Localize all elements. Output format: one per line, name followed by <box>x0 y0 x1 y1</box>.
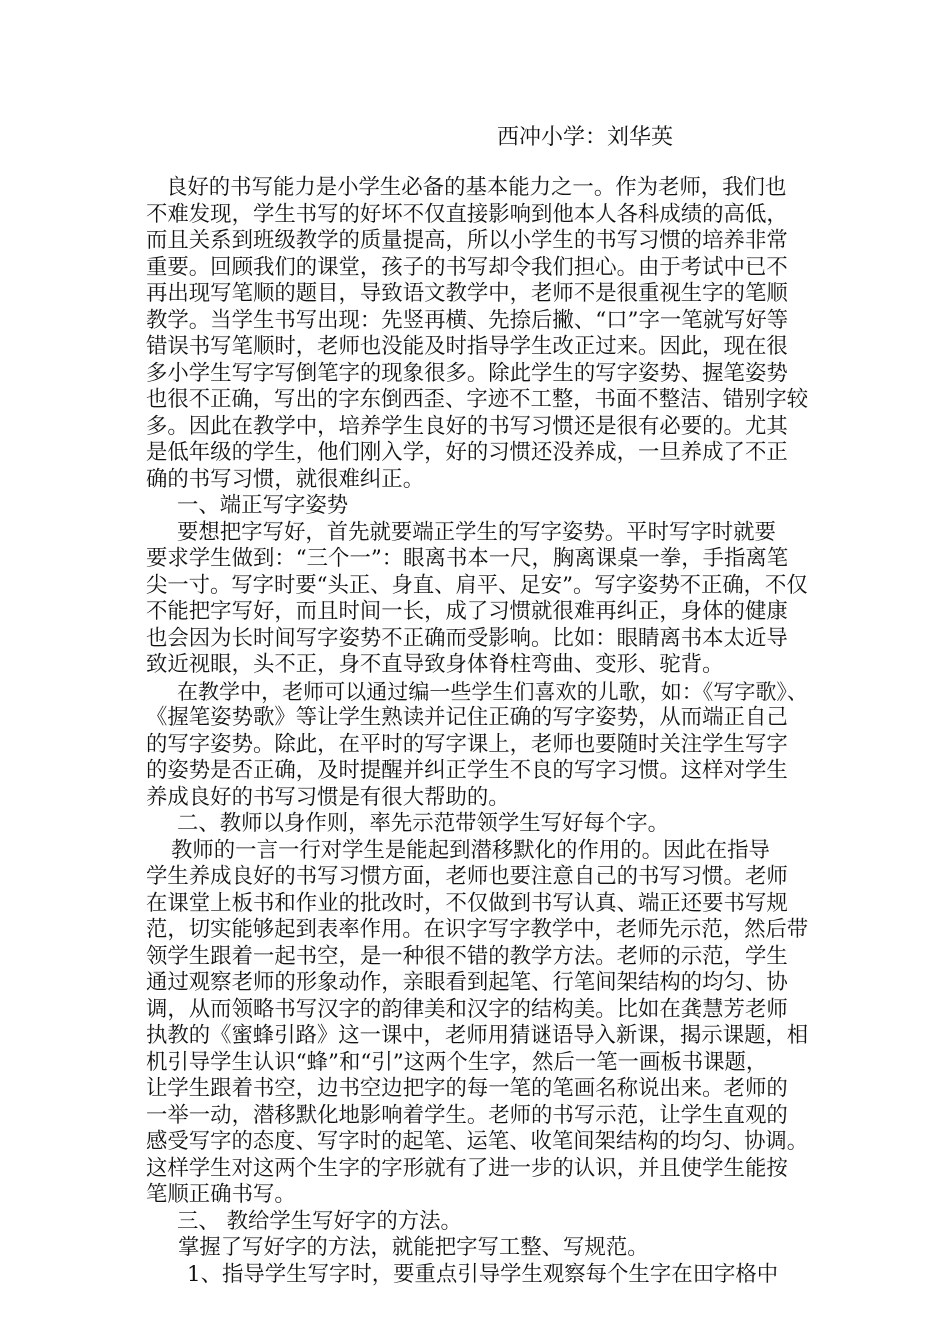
text-line: 要求学生做到：“三个一”：眼离书本一尺，胸离课桌一拳，手指离笔 <box>146 546 789 571</box>
text-line: 要想把字写好，首先就要端正学生的写字姿势。平时写字时就要 <box>177 519 776 545</box>
text-line: 在课堂上板书和作业的批改时，不仅做到书写认真、端正还要书写规 <box>146 890 788 916</box>
text-line: 三、 教给学生写好字的方法。 <box>177 1208 462 1234</box>
text-line: 掌握了写好字的方法，就能把字写工整、写规范。 <box>178 1235 649 1260</box>
text-line: 而且关系到班级教学的质量提高，所以小学生的书写习惯的培养非常 <box>146 228 788 253</box>
text-line: 调，从而领略书写汉字的韵律美和汉字的结构美。比如在龚慧芳老师 <box>146 996 788 1022</box>
text-line: 是低年级的学生，他们刚入学，好的习惯还没养成，一旦养成了不正 <box>146 440 788 465</box>
text-line: 多小学生写字写倒笔字的现象很多。除此学生的写字姿势、握笔姿势 <box>146 360 788 386</box>
text-line: 二、教师以身作则，率先示范带领学生写好每个字。 <box>177 811 669 836</box>
text-line: 养成良好的书写习惯是有很大帮助的。 <box>146 784 510 810</box>
text-line: 这样学生对这两个生字的字形就有了进一步的认识，并且使学生能按 <box>146 1155 788 1181</box>
text-line: 也很不正确，写出的字东倒西歪、字迹不工整，书面不整洁、错别字较 <box>146 387 809 412</box>
text-line: 学生养成良好的书写习惯方面，老师也要注意自己的书写习惯。老师 <box>146 864 788 889</box>
text-line: 的写字姿势。除此，在平时的写字课上，老师也要随时关注学生写字 <box>146 731 788 757</box>
text-line: 教师的一言一行对学生是能起到潜移默化的作用的。因此在指导 <box>171 837 770 863</box>
text-line: 尖一寸。写字时要“头正、身直、肩平、足安”。写字姿势不正确，不仅 <box>146 572 808 598</box>
text-line: 感受写字的态度、写字时的起笔、运笔、收笔间架结构的均匀、协调。 <box>146 1129 809 1154</box>
text-line: 机引导学生认识“蜂”和“引”这两个生字，然后一笔一画板书课题， <box>146 1049 768 1075</box>
text-line: 致近视眼，头不正，身不直导致身体脊柱弯曲、变形、驼背。 <box>146 652 724 677</box>
text-line: 执教的《蜜蜂引路》这一课中，老师用猜谜语导入新课，揭示课题，相 <box>146 1023 809 1048</box>
text-line: 1、指导学生写字时，要重点引导学生观察每个生字在田字格中 <box>187 1261 779 1287</box>
text-line: 错误书写笔顺时，老师也没能及时指导学生改正过来。因此，现在很 <box>146 334 788 359</box>
text-line: 让学生跟着书空，边书空边把字的每一笔的笔画名称说出来。老师的 <box>146 1076 788 1101</box>
text-line: 良好的书写能力是小学生必备的基本能力之一。作为老师，我们也 <box>166 175 787 200</box>
text-line: 的姿势是否正确，及时提醒并纠正学生不良的写字习惯。这样对学生 <box>146 758 788 783</box>
text-line: 重要。回顾我们的课堂，孩子的书写却令我们担心。由于考试中已不 <box>146 254 788 280</box>
text-line: 不能把字写好，而且时间一长，成了习惯就很难再纠正，身体的健康 <box>146 599 788 624</box>
text-line: 一、端正写字姿势 <box>177 493 349 518</box>
text-line: 多。因此在教学中，培养学生良好的书写习惯还是很有必要的。尤其 <box>146 413 788 439</box>
text-line: 笔顺正确书写。 <box>146 1182 296 1207</box>
text-line: 范，切实能够起到表率作用。在识字写字教学中，老师先示范，然后带 <box>146 917 809 942</box>
text-line: 教学。当学生书写出现：先竖再横、先捺后撇、“口”字一笔就写好等 <box>146 307 789 333</box>
text-line: 领学生跟着一起书空，是一种很不错的教学方法。老师的示范，学生 <box>146 943 788 969</box>
text-line: 在教学中，老师可以通过编一些学生们喜欢的儿歌，如：《写字歌》、 <box>177 678 808 704</box>
text-line: 再出现写笔顺的题目，导致语文教学中，老师不是很重视生字的笔顺 <box>146 281 788 306</box>
text-line: 也会因为长时间写字姿势不正确而受影响。比如：眼睛离书本太近导 <box>146 625 788 651</box>
text-line: 不难发现，学生书写的好坏不仅直接影响到他本人各科成绩的高低， <box>146 201 788 227</box>
text-line: 《握笔姿势歌》等让学生熟读并记住正确的写字姿势，从而端正自己 <box>146 705 788 730</box>
author-line: 西冲小学：刘华英 <box>497 125 674 150</box>
text-line: 确的书写习惯，就很难纠正。 <box>146 466 425 492</box>
body-text <box>0 175 950 1288</box>
text-line: 一举一动，潜移默化地影响着学生。老师的书写示范，让学生直观的 <box>146 1102 788 1128</box>
text-line: 通过观察老师的形象动作，亲眼看到起笔、行笔间架结构的均匀、协 <box>146 970 788 995</box>
